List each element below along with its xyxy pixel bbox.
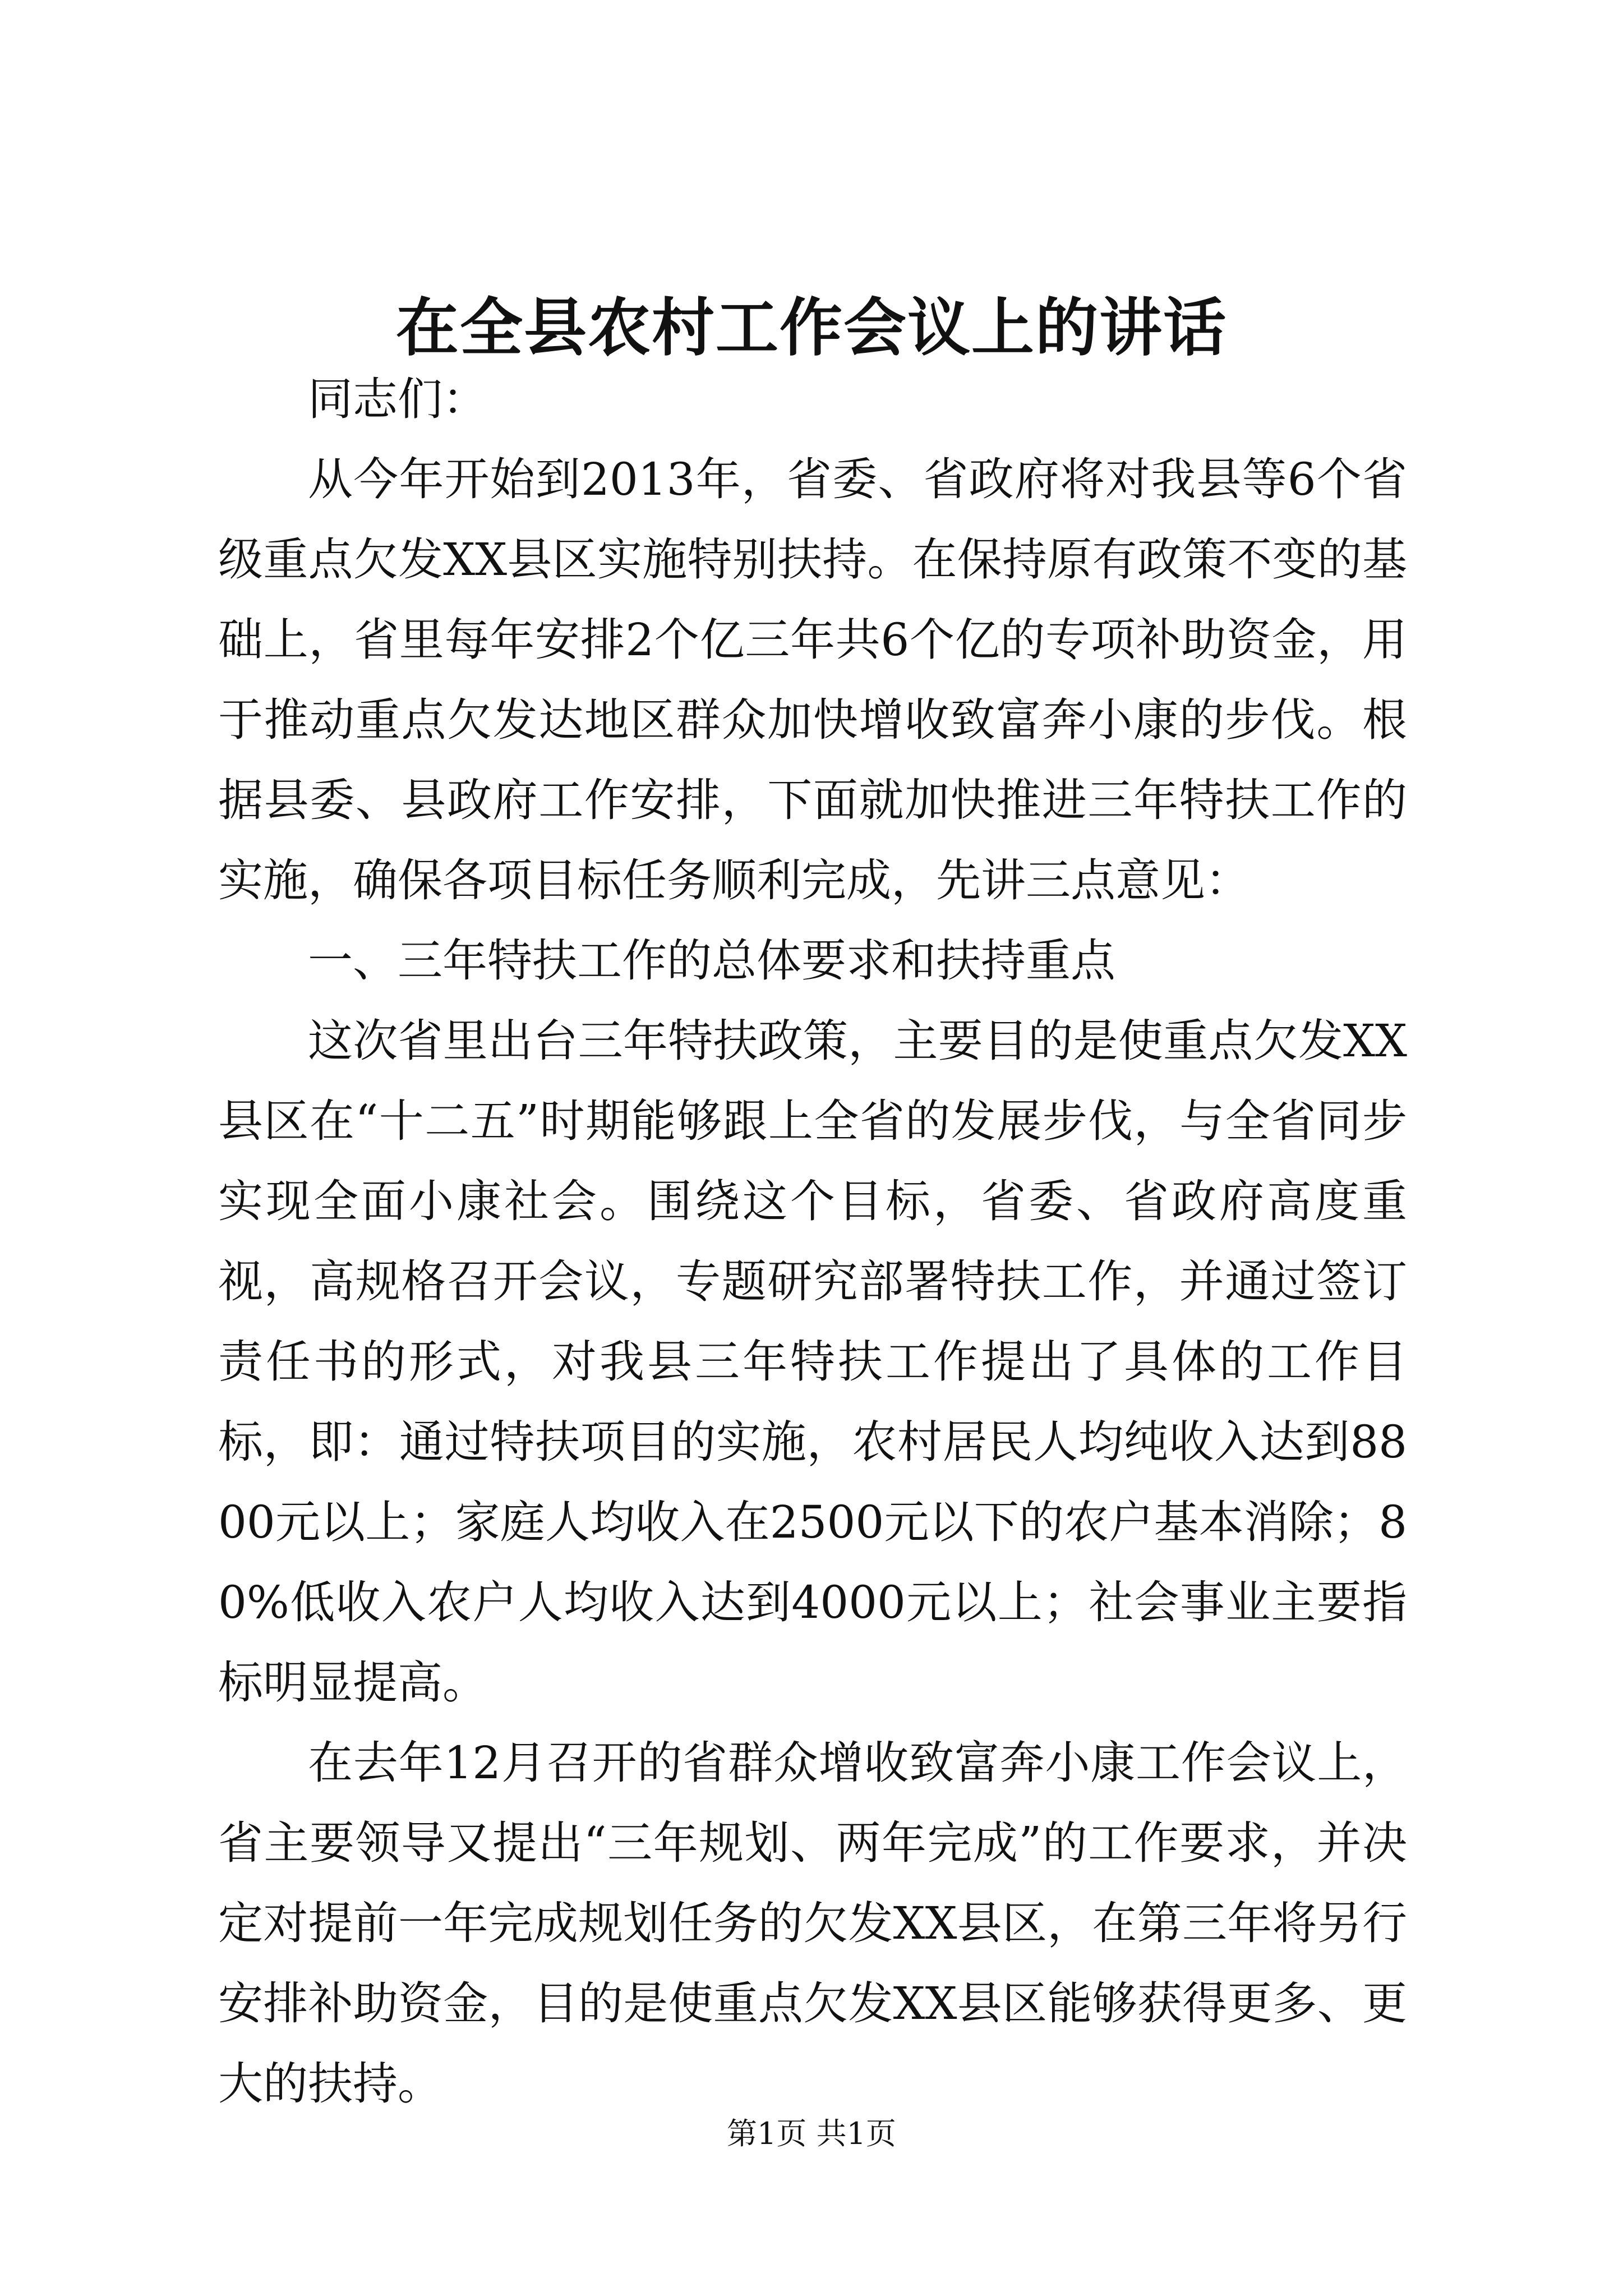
body-paragraph: 这次省里出台三年特扶政策，主要目的是使重点欠发XX县区在“十二五”时期能够跟上全省的发展步伐，与全省同步实现全面小康社会。围绕这个目标，省委、省政府高度重视，高规格召开会议，专题研究部署特扶工作，并通过签订责任书的形式，对我县三年特扶工作提出了具体的工作目标，即：通过特扶项目的实施，农村居民人均纯收入达到8800元以上；家庭人均收入在2500元以下的农户基本消除；80%低收入农户人均收入达到4000元以上；社会事业主要指标明显提高。 [218,1015,1407,1709]
intro-paragraph: 从今年开始到2013年，省委、省政府将对我县等6个省级重点欠发XX县区实施特别扶持。在保持原有政策不变的基础上，省里每年安排2个亿三年共6个亿的专项补助资金，用于推动重点欠发达地区群众加快增收致富奔小康的步伐。根据县委、县政府工作安排，下面就加快推进三年特扶工作的实施，确保各项目标任务顺利完成，先讲三点意见： [218,453,1407,907]
document-title: 在全县农村工作会议上的讲话 [396,291,1227,365]
salutation-paragraph: 同志们： [308,373,487,425]
section-heading: 一、三年特扶工作的总体要求和扶持重点 [308,935,1115,987]
document-body [218,359,1407,2124]
body-paragraph: 在去年12月召开的省群众增收致富奔小康工作会议上，省主要领导又提出“三年规划、两年完成”的工作要求，并决定对提前一年完成规划任务的欠发XX县区，在第三年将另行安排补助资金，目的是使重点欠发XX县区能够获得更多、更大的扶持。 [218,1737,1407,2110]
page-footer: 第1页 共1页 [727,2116,896,2151]
